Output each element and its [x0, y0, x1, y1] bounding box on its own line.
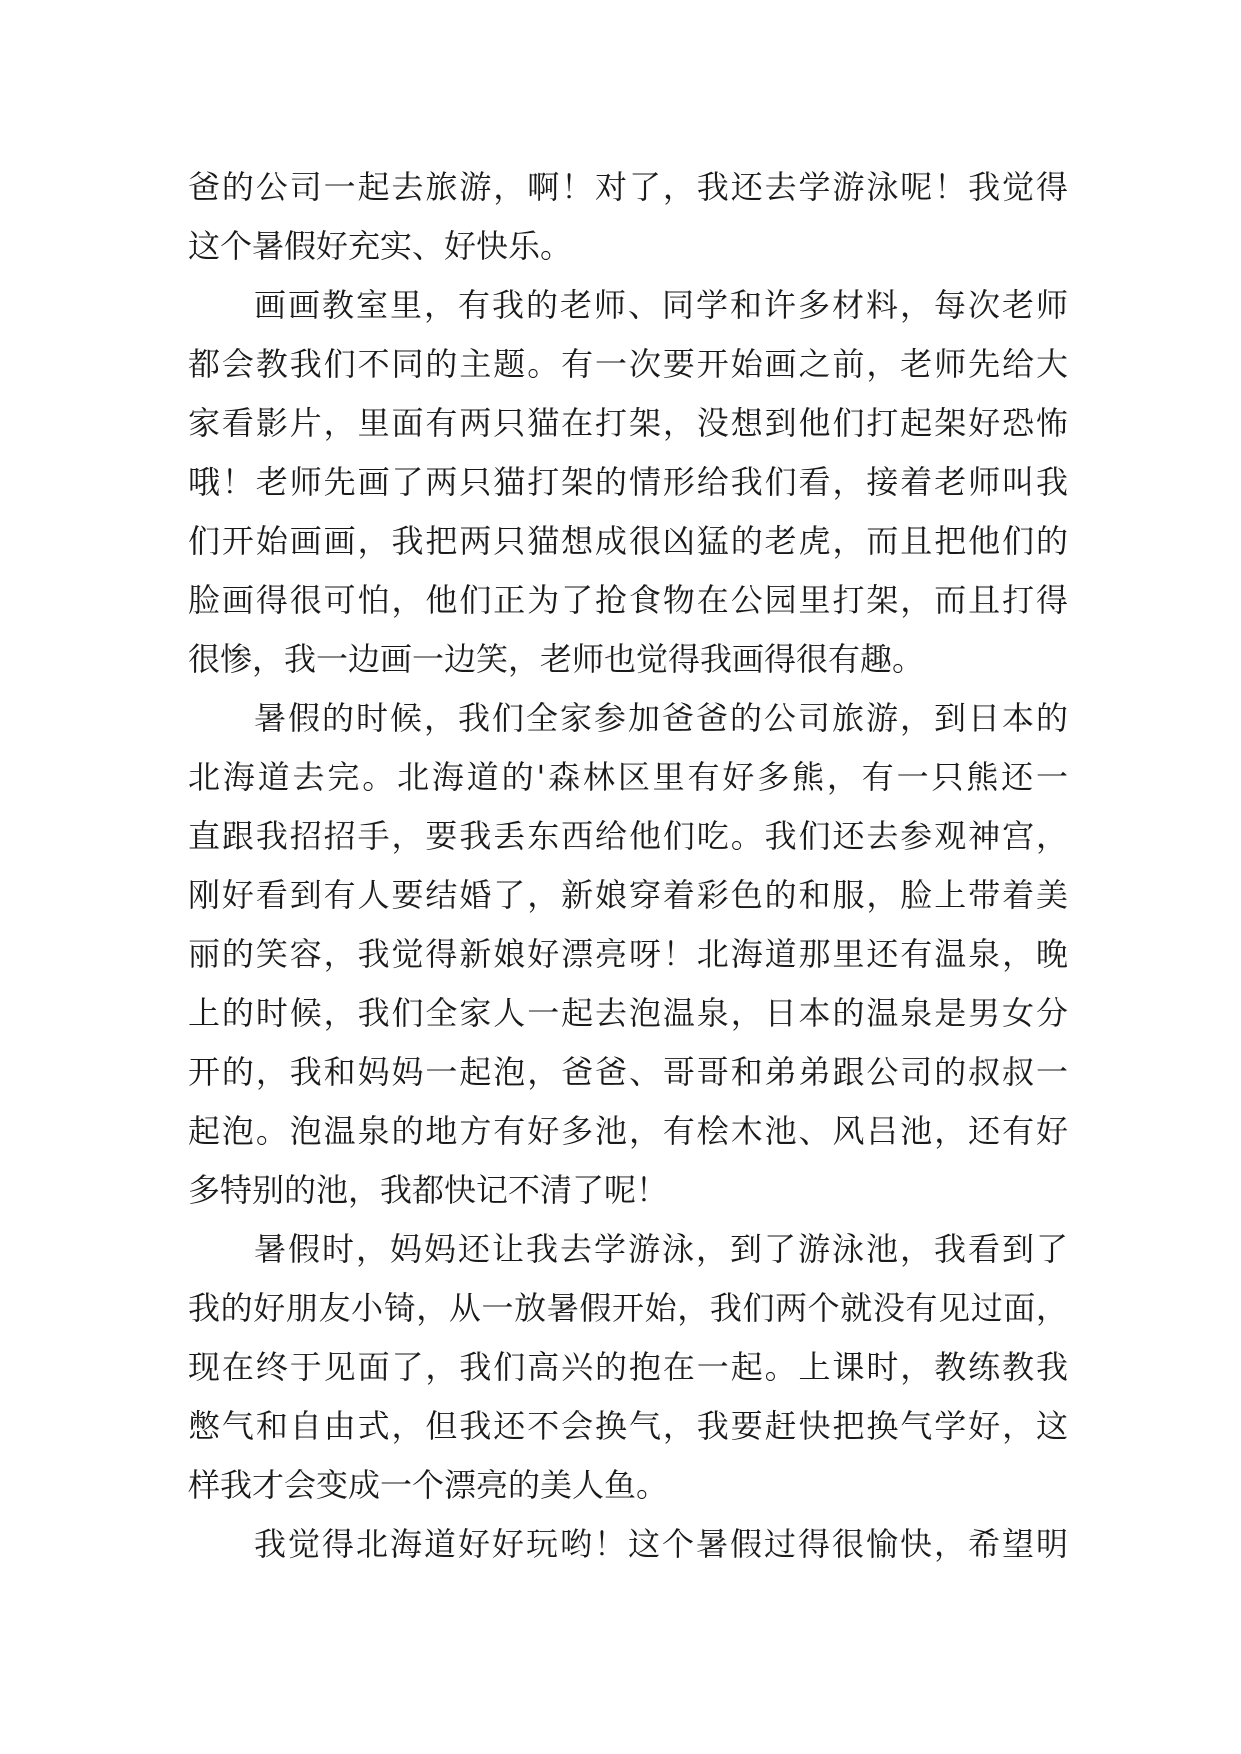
- paragraph-4: [188, 1220, 1068, 1515]
- text-line: 起泡。泡温泉的地方有好多池，有桧木池、风吕池，还有好: [188, 1112, 1068, 1150]
- text-line: 上的时候，我们全家人一起去泡温泉，日本的温泉是男女分: [188, 994, 1068, 1032]
- text-line: 现在终于见面了，我们高兴的抱在一起。上课时，教练教我: [188, 1348, 1068, 1386]
- text-line: 多特别的池，我都快记不清了呢！: [188, 1171, 669, 1209]
- text-line: 暑假时，妈妈还让我去学游泳，到了游泳池，我看到了: [254, 1230, 1068, 1268]
- text-line: 哦！老师先画了两只猫打架的情形给我们看，接着老师叫我: [188, 463, 1068, 501]
- text-line: 爸的公司一起去旅游，啊！对了，我还去学游泳呢！我觉得: [188, 168, 1068, 206]
- text-line: 憋气和自由式，但我还不会换气，我要赶快把换气学好，这: [188, 1407, 1068, 1445]
- text-line: 直跟我招招手，要我丢东西给他们吃。我们还去参观神宫，: [188, 817, 1068, 855]
- paragraph-3: [188, 689, 1068, 1220]
- text-line: 丽的笑容，我觉得新娘好漂亮呀！北海道那里还有温泉，晚: [188, 935, 1068, 973]
- paragraph-1: [188, 158, 1068, 276]
- text-line: 这个暑假好充实、好快乐。: [188, 227, 573, 265]
- text-line: 很惨，我一边画一边笑，老师也觉得我画得很有趣。: [188, 640, 925, 678]
- text-line: 家看影片，里面有两只猫在打架，没想到他们打起架好恐怖: [188, 404, 1068, 442]
- paragraph-2: [188, 276, 1068, 689]
- paragraph-5: [188, 1515, 1068, 1574]
- text-line: 开的，我和妈妈一起泡，爸爸、哥哥和弟弟跟公司的叔叔一: [188, 1053, 1068, 1091]
- essay-body: [188, 158, 1068, 1574]
- text-line: 我觉得北海道好好玩哟！这个暑假过得很愉快，希望明: [254, 1525, 1068, 1563]
- text-line: 们开始画画，我把两只猫想成很凶猛的老虎，而且把他们的: [188, 522, 1068, 560]
- text-line: 刚好看到有人要结婚了，新娘穿着彩色的和服，脸上带着美: [188, 876, 1068, 914]
- text-line: 画画教室里，有我的老师、同学和许多材料，每次老师: [254, 286, 1068, 324]
- text-line: 都会教我们不同的主题。有一次要开始画之前，老师先给大: [188, 345, 1068, 383]
- text-line: 我的好朋友小锜，从一放暑假开始，我们两个就没有见过面，: [188, 1289, 1068, 1327]
- text-line: 样我才会变成一个漂亮的美人鱼。: [188, 1466, 669, 1504]
- text-line: 脸画得很可怕，他们正为了抢食物在公园里打架，而且打得: [188, 581, 1068, 619]
- text-line: 暑假的时候，我们全家参加爸爸的公司旅游，到日本的: [254, 699, 1068, 737]
- text-line: 北海道去完。北海道的'森林区里有好多熊，有一只熊还一: [188, 758, 1068, 796]
